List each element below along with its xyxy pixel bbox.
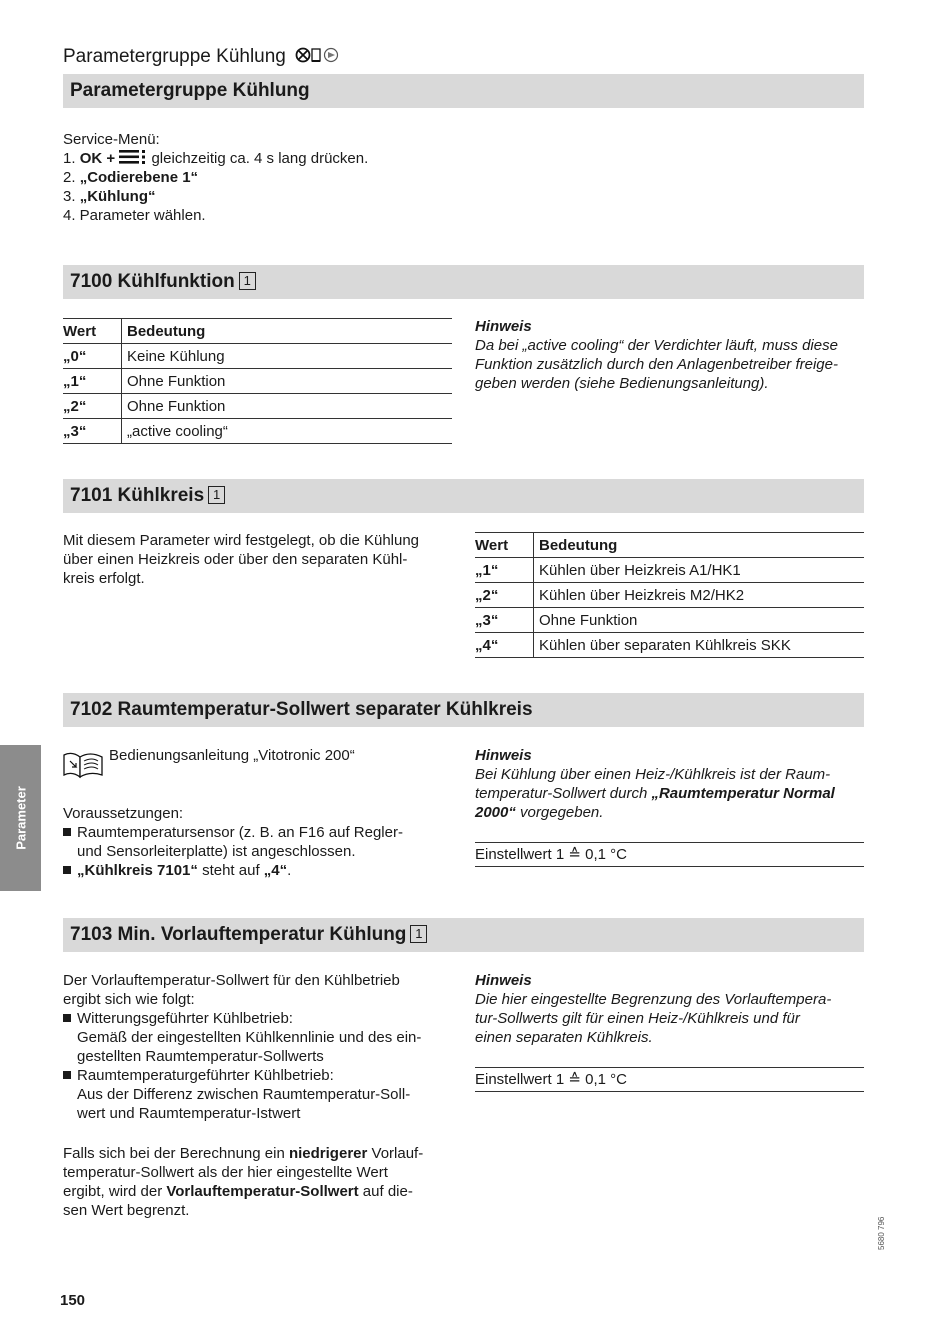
text-7101: Mit diesem Parameter wird festgelegt, ob die Kühlung über einen Heizkreis oder über den separaten Kühl- kreis erfolgt.	[63, 532, 420, 587]
bullet-icon	[63, 866, 71, 874]
limit-text-7103: Falls sich bei der Berechnung ein niedrigerer Vorlauf- temperatur-Sollwert als der hier eingestellte Wert ergibt, wird der Vorlauftemperatur-Sollwert auf die- sen Wert begrenzt.	[63, 1145, 424, 1219]
ok-key-label: OK +	[79, 150, 116, 167]
prerequisites-7102: Voraussetzungen: Raumtemperatursensor (z. B. an F16 auf Regler- und Sensorleiterplatte) ist angeschlossen. „Kühlkreis 7101“ steht auf „4“.	[63, 805, 403, 879]
manual-book-icon	[62, 747, 104, 781]
page-number: 150	[60, 1292, 86, 1309]
setting-value-7103: Einstellwert 1 ≙ 0,1 °C	[475, 1067, 864, 1092]
table-row: „2“ Kühlen über Heizkreis M2/HK2	[475, 583, 864, 608]
bullet-icon	[63, 828, 71, 836]
section-header-main: Parametergruppe Kühlung	[63, 74, 864, 108]
service-menu-label: Service-Menü:	[63, 131, 160, 148]
note-7103: Hinweis Die hier eingestellte Begrenzung des Vorlauftempera- tur-Sollwerts gilt für einen Heiz-/Kühlkreis und für einen separaten Kühlkreis.	[475, 972, 832, 1046]
note-7102: Hinweis Bei Kühlung über einen Heiz-/Kühlkreis ist der Raum- temperatur-Sollwert durch „Raumtemperatur Normal 2000“ vorgegeben.	[475, 747, 835, 821]
page-title	[63, 45, 341, 69]
step-1: 1. OK + gleichzeitig ca. 4 s lang drücken.	[63, 150, 369, 167]
table-row: „2“ Ohne Funktion	[63, 394, 452, 419]
setting-value-7102: Einstellwert 1 ≙ 0,1 °C	[475, 842, 864, 867]
table-row: „1“ Ohne Funktion	[63, 369, 452, 394]
operating-mode-icons	[295, 46, 341, 64]
table-row: „4“ Kühlen über separaten Kühlkreis SKK	[475, 633, 864, 658]
level-badge: 1	[208, 486, 225, 504]
table-row: „1“ Kühlen über Heizkreis A1/HK1	[475, 558, 864, 583]
side-tab-parameter: Parameter	[0, 745, 41, 891]
document-code: 5680 796	[877, 1216, 886, 1250]
section-header-7102: 7102 Raumtemperatur-Sollwert separater Kühlkreis	[63, 693, 864, 727]
level-badge: 1	[239, 272, 256, 290]
table-row: „0“ Keine Kühlung	[63, 344, 452, 369]
step-2: 2. „Codierebene 1“	[63, 169, 199, 186]
value-table-7100: Wert Bedeutung „0“ Keine Kühlung „1“ Ohne Funktion „2“ Ohne Funktion „3“ „active cooling“	[63, 318, 452, 444]
level-badge: 1	[410, 925, 427, 943]
step-3: 3. „Kühlung“	[63, 188, 156, 205]
text-7103: Der Vorlauftemperatur-Sollwert für den Kühlbetrieb ergibt sich wie folgt: Witterungsgeführter Kühlbetrieb: Gemäß der eingestellten Kühlkennlinie und des ein- gestellten Raumtemperatur-Sollwerts Raumtemperaturgeführter Kühlbetrieb: Aus der Differenz zwischen Raumtemperatur-Soll- wert und Raumtemperatur-Istwert	[63, 972, 422, 1122]
service-menu-steps	[63, 130, 368, 225]
table-row: „3“ Ohne Funktion	[475, 608, 864, 633]
manual-reference: Bedienungsanleitung „Vitotronic 200“	[109, 747, 355, 764]
menu-key-icon	[119, 150, 147, 164]
note-7100: Hinweis Da bei „active cooling“ der Verdichter läuft, muss diese Funktion zusätzlich durch den Anlagenbetreiber freige- geben werden (siehe Bedienungsanleitung).	[475, 318, 838, 392]
bullet-icon	[63, 1071, 71, 1079]
section-header-7101: 7101 Kühlkreis 1	[63, 479, 864, 513]
step-4: 4. Parameter wählen.	[63, 207, 206, 224]
bullet-icon	[63, 1014, 71, 1022]
section-header-7103: 7103 Min. Vorlauftemperatur Kühlung 1	[63, 918, 864, 952]
value-table-7101: Wert Bedeutung „1“ Kühlen über Heizkreis A1/HK1 „2“ Kühlen über Heizkreis M2/HK2 „3“ Ohne Funktion „4“ Kühlen über separaten Kühlkreis SKK	[475, 532, 864, 658]
section-header-7100: 7100 Kühlfunktion 1	[63, 265, 864, 299]
page-title-text: Parametergruppe Kühlung	[63, 46, 286, 67]
table-row: „3“ „active cooling“	[63, 419, 452, 444]
